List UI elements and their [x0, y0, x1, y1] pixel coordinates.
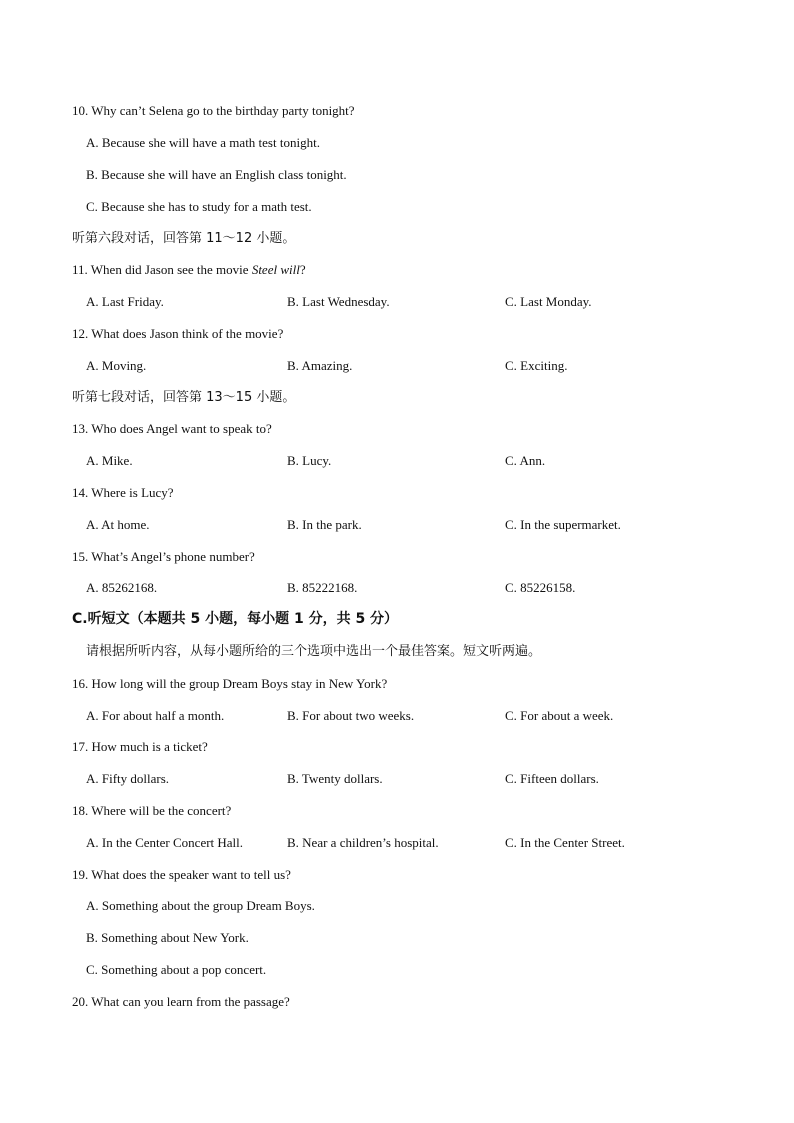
- question-17: 17. How much is a ticket?: [72, 739, 208, 754]
- section-c-title: C.听短文（本题共 5 小题，每小题 1 分，共 5 分）: [72, 611, 399, 627]
- question-11-movie-title: Steel will: [251, 262, 300, 277]
- q19-option-c[interactable]: C. Something about a pop concert.: [86, 962, 267, 977]
- q14-option-b[interactable]: B. In the park.: [287, 517, 362, 532]
- q12-option-c[interactable]: C. Exciting.: [505, 358, 568, 373]
- q11-option-a[interactable]: A. Last Friday.: [86, 294, 164, 309]
- q13-option-c[interactable]: C. Ann.: [505, 453, 546, 468]
- section-c-instruction: 请根据所听内容，从每小题所给的三个选项中选出一个最佳答案。短文听两遍。: [86, 644, 542, 659]
- question-11-prefix: 11. When did Jason see the movie: [72, 262, 252, 277]
- question-11-suffix: ?: [299, 262, 306, 277]
- question-19: 19. What does the speaker want to tell us?: [72, 867, 291, 882]
- q10-option-b[interactable]: B. Because she will have an English class tonight.: [86, 167, 347, 182]
- q19-option-a[interactable]: A. Something about the group Dream Boys.: [86, 898, 315, 913]
- part7-instruction: 听第七段对话，回答第 13～15 小题。: [72, 390, 296, 405]
- q12-option-b[interactable]: B. Amazing.: [287, 358, 353, 373]
- q10-option-a[interactable]: A. Because she will have a math test tonight.: [86, 135, 320, 150]
- q18-option-b[interactable]: B. Near a children’s hospital.: [287, 835, 439, 850]
- q19-option-b[interactable]: B. Something about New York.: [86, 930, 249, 945]
- question-20: 20. What can you learn from the passage?: [72, 994, 290, 1009]
- q17-option-c[interactable]: C. Fifteen dollars.: [505, 771, 599, 786]
- q18-option-c[interactable]: C. In the Center Street.: [505, 835, 625, 850]
- question-16: 16. How long will the group Dream Boys stay in New York?: [72, 676, 388, 691]
- q15-option-c[interactable]: C. 85226158.: [505, 580, 576, 595]
- question-11: [72, 262, 306, 278]
- question-15: 15. What’s Angel’s phone number?: [72, 549, 255, 564]
- q16-option-c[interactable]: C. For about a week.: [505, 708, 614, 723]
- question-13: 13. Who does Angel want to speak to?: [72, 421, 272, 436]
- q13-option-a[interactable]: A. Mike.: [86, 453, 133, 468]
- q15-option-b[interactable]: B. 85222168.: [287, 580, 358, 595]
- q16-option-b[interactable]: B. For about two weeks.: [287, 708, 415, 723]
- q11-option-b[interactable]: B. Last Wednesday.: [287, 294, 390, 309]
- question-12: 12. What does Jason think of the movie?: [72, 326, 284, 341]
- q17-option-b[interactable]: B. Twenty dollars.: [287, 771, 383, 786]
- q14-option-c[interactable]: C. In the supermarket.: [505, 517, 621, 532]
- q18-option-a[interactable]: A. In the Center Concert Hall.: [86, 835, 244, 850]
- question-18: 18. Where will be the concert?: [72, 803, 232, 818]
- question-10: 10. Why can’t Selena go to the birthday party tonight?: [72, 103, 355, 118]
- q15-option-a[interactable]: A. 85262168.: [86, 580, 158, 595]
- question-14: 14. Where is Lucy?: [72, 485, 174, 500]
- q10-option-c[interactable]: C. Because she has to study for a math test.: [86, 199, 312, 214]
- q17-option-a[interactable]: A. Fifty dollars.: [86, 771, 170, 786]
- q14-option-a[interactable]: A. At home.: [86, 517, 150, 532]
- q11-option-c[interactable]: C. Last Monday.: [505, 294, 592, 309]
- q13-option-b[interactable]: B. Lucy.: [287, 453, 332, 468]
- q12-option-a[interactable]: A. Moving.: [86, 358, 147, 373]
- part6-instruction: 听第六段对话，回答第 11～12 小题。: [72, 231, 296, 246]
- q16-option-a[interactable]: A. For about half a month.: [86, 708, 225, 723]
